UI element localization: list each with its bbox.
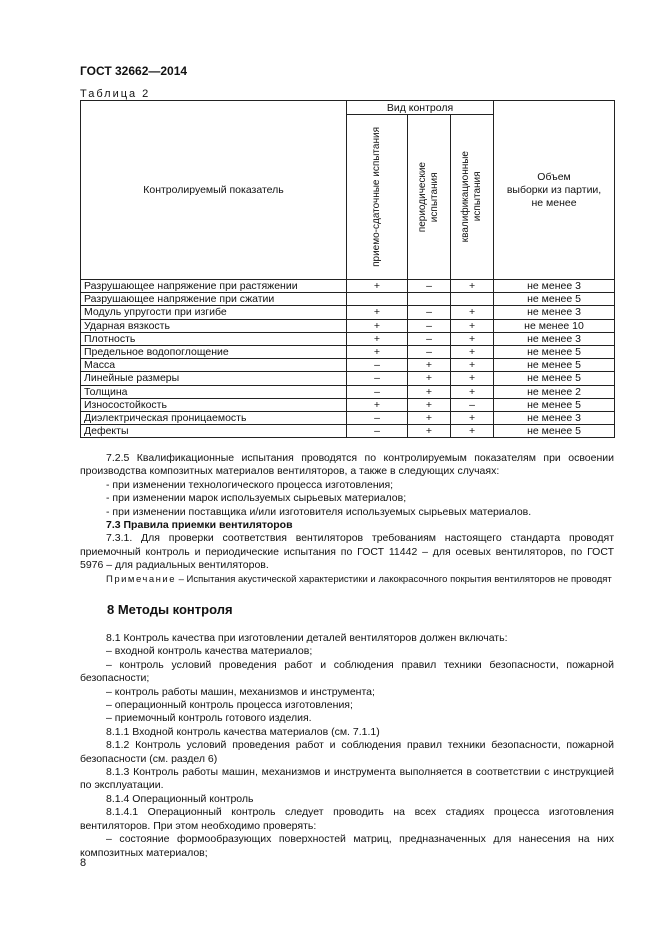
cell-periodic: – [408, 306, 451, 319]
cell-periodic [408, 293, 451, 306]
table-row [81, 411, 615, 424]
table-row [81, 385, 615, 398]
cell-acceptance: – [347, 425, 408, 438]
cell-qualification: + [451, 385, 494, 398]
cell-indicator: Масса [81, 359, 347, 372]
table-row [81, 345, 615, 358]
cell-periodic: + [408, 359, 451, 372]
cell-acceptance [347, 293, 408, 306]
cell-periodic: + [408, 372, 451, 385]
cell-acceptance: – [347, 385, 408, 398]
cell-periodic: – [408, 345, 451, 358]
cell-indicator: Линейные размеры [81, 372, 347, 385]
cell-periodic: + [408, 425, 451, 438]
cell-acceptance: + [347, 319, 408, 332]
cell-qualification: + [451, 425, 494, 438]
cell-periodic: – [408, 332, 451, 345]
cell-indicator: Предельное водопоглощение [81, 345, 347, 358]
cell-sample-size: не менее 5 [494, 398, 615, 411]
cell-sample-size: не менее 2 [494, 385, 615, 398]
list-item: - при изменении поставщика и/или изготовителя используемых сырьевых материалов. [106, 505, 532, 518]
cell-acceptance: – [347, 411, 408, 424]
list-item: – контроль работы машин, механизмов и инструмента; [106, 685, 375, 698]
cell-acceptance: + [347, 306, 408, 319]
paragraph-8-1: 8.1 Контроль качества при изготовлении деталей вентиляторов должен включать: [106, 632, 508, 644]
paragraph-8-1-1: 8.1.1 Входной контроль качества материалов (см. 7.1.1) [106, 725, 380, 738]
table-row [81, 306, 615, 319]
section-8-text [80, 632, 614, 860]
cell-qualification [451, 293, 494, 306]
table-row [81, 425, 615, 438]
cell-sample-size: не менее 5 [494, 425, 615, 438]
cell-indicator: Плотность [81, 332, 347, 345]
cell-indicator: Дефекты [81, 425, 347, 438]
paragraph-8-1-4: 8.1.4 Операционный контроль [106, 792, 254, 805]
col-header-indicator: Контролируемый показатель [81, 101, 347, 280]
cell-acceptance: – [347, 372, 408, 385]
cell-periodic: – [408, 280, 451, 293]
cell-acceptance: + [347, 280, 408, 293]
paragraph-7-3-1: 7.3.1. Для проверки соответствия вентиляторов требованиям настоящего стандарта проводят приемочный контроль и периодические испытания по ГОСТ 11442 – для осевых вентиляторов, по ГОСТ 5976 – для радиальных вентиляторов. [80, 532, 614, 572]
list-item: – контроль условий проведения работ и соблюдения правил техники безопасности, пожарной безопасности; [80, 658, 614, 685]
col-header-control-type: Вид контроля [347, 101, 494, 115]
cell-acceptance: + [347, 345, 408, 358]
table-row [81, 359, 615, 372]
cell-qualification: + [451, 345, 494, 358]
table-caption: Таблица 2 [80, 88, 151, 100]
cell-qualification: + [451, 332, 494, 345]
cell-indicator: Износостойкость [81, 398, 347, 411]
cell-qualification: + [451, 306, 494, 319]
list-item: – операционный контроль процесса изготовления; [106, 699, 353, 712]
cell-sample-size: не менее 10 [494, 319, 615, 332]
cell-qualification: + [451, 359, 494, 372]
list-item: – входной контроль качества материалов; [106, 645, 313, 658]
paragraph-8-1-4-1: 8.1.4.1 Операционный контроль следует проводить на всех стадиях процесса изготовления вентиляторов. При этом необходимо проверять: [80, 806, 614, 832]
cell-indicator: Ударная вязкость [81, 319, 347, 332]
cell-qualification: + [451, 411, 494, 424]
table-row [81, 319, 615, 332]
section-7-text [80, 452, 614, 586]
note [80, 573, 614, 586]
list-item: – состояние формообразующих поверхностей матриц, предназначенных для нанесения на них композитных материалов; [80, 833, 614, 859]
cell-acceptance: – [347, 359, 408, 372]
table-row [81, 398, 615, 411]
cell-sample-size: не менее 3 [494, 280, 615, 293]
paragraph-7-2-5: 7.2.5 Квалификационные испытания проводятся по контролируемым показателям при освоении производства композитных материалов вентиляторов, а также в следующих случаях: [80, 452, 614, 478]
cell-indicator: Разрушающее напряжение при растяжении [81, 280, 347, 293]
heading-7-3: 7.3 Правила приемки вентиляторов [106, 519, 293, 532]
page-number: 8 [80, 857, 87, 869]
col-header-sample-size: Объем выборки из партии, не менее [494, 101, 615, 280]
cell-acceptance: + [347, 332, 408, 345]
cell-periodic: + [408, 398, 451, 411]
cell-qualification: + [451, 280, 494, 293]
cell-sample-size: не менее 3 [494, 411, 615, 424]
table-row [81, 280, 615, 293]
cell-sample-size: не менее 3 [494, 332, 615, 345]
col-header-periodic [408, 115, 451, 280]
cell-sample-size: не менее 5 [494, 359, 615, 372]
cell-sample-size: не менее 5 [494, 293, 615, 306]
list-item: – приемочный контроль готового изделия. [106, 712, 312, 725]
cell-qualification: + [451, 372, 494, 385]
cell-sample-size: не менее 3 [494, 306, 615, 319]
col-header-qualification-label: квалификационные испытания [460, 151, 484, 243]
col-header-acceptance-label: приемо-сдаточные испытания [371, 127, 382, 267]
cell-periodic: – [408, 319, 451, 332]
paragraph-8-1-2: 8.1.2 Контроль условий проведения работ и соблюдения правил техники безопасности, пожарной безопасности (см. раздел 6) [80, 739, 614, 765]
cell-qualification: – [451, 398, 494, 411]
note-label: Примечание [106, 573, 176, 585]
cell-periodic: + [408, 385, 451, 398]
cell-indicator: Модуль упругости при изгибе [81, 306, 347, 319]
cell-sample-size: не менее 5 [494, 372, 615, 385]
table-row [81, 332, 615, 345]
cell-indicator: Разрушающее напряжение при сжатии [81, 293, 347, 306]
paragraph-8-1-3: 8.1.3 Контроль работы машин, механизмов и инструмента выполняется в соответствии с инструкцией по эксплуатации. [80, 766, 614, 792]
cell-indicator: Толщина [81, 385, 347, 398]
col-header-acceptance [347, 115, 408, 280]
table-row [81, 293, 615, 306]
list-item: - при изменении марок используемых сырьевых материалов; [106, 492, 407, 505]
cell-indicator: Диэлектрическая проницаемость [81, 411, 347, 424]
list-item: - при изменении технологического процесса изготовления; [106, 478, 394, 491]
col-header-periodic-label: периодические испытания [417, 161, 440, 233]
section-8-title: 8 Методы контроля [107, 602, 233, 617]
col-header-qualification [451, 115, 494, 280]
cell-qualification: + [451, 319, 494, 332]
cell-periodic: + [408, 411, 451, 424]
table-row [81, 372, 615, 385]
cell-sample-size: не менее 5 [494, 345, 615, 358]
cell-acceptance: + [347, 398, 408, 411]
control-table [80, 100, 615, 438]
document-header: ГОСТ 32662—2014 [80, 64, 188, 78]
note-text: – Испытания акустической характеристики и лакокрасочного покрытия вентиляторов не проводят [176, 573, 612, 585]
